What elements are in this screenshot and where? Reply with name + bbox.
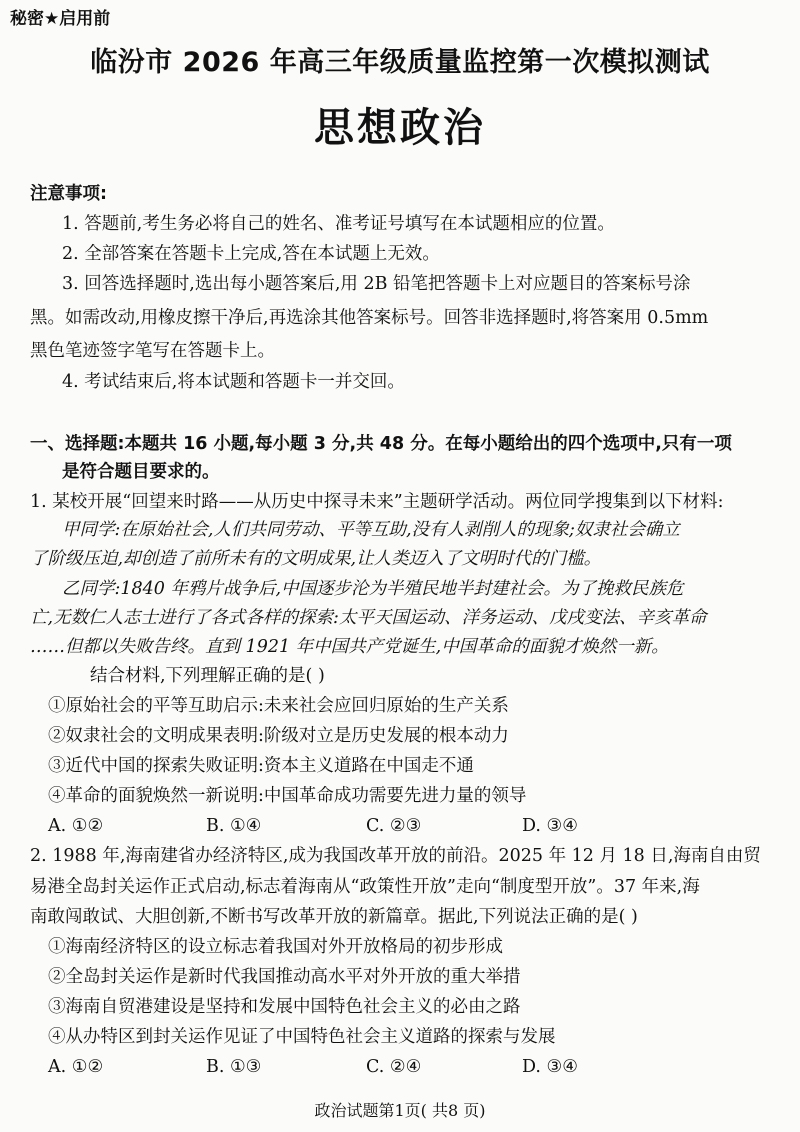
notice-item-2: 2. 全部答案在答题卡上完成,答在本试题上无效。 — [62, 244, 440, 264]
q1-ask: 结合材料,下列理解正确的是( ) — [90, 666, 325, 686]
q1-material-a-line-2: 了阶级压迫,却创造了前所未有的文明成果,让人类迈入了文明时代的门槛。 — [30, 549, 602, 569]
subject-title: 思想政治 — [314, 105, 486, 151]
q1-statement-2: ②奴隶社会的文明成果表明:阶级对立是历史发展的根本动力 — [48, 726, 509, 746]
q1-material-b-line-1: 乙同学:1840 年鸦片战争后,中国逐步沦为半殖民地半封建社会。为了挽救民族危 — [62, 579, 684, 599]
section-heading-line-1: 一、选择题:本题共 16 小题,每小题 3 分,共 48 分。在每小题给出的四个选项中,只有一项 — [30, 434, 732, 454]
q2-statement-1: ①海南经济特区的设立标志着我国对外开放格局的初步形成 — [48, 937, 503, 957]
q2-statement-2: ②全岛封关运作是新时代我国推动高水平对外开放的重大举措 — [48, 967, 521, 987]
q2-stem-line-2: 易港全岛封关运作正式启动,标志着海南从“政策性开放”走向“制度型开放”。37 年来,海 — [30, 877, 700, 897]
q2-option-a[interactable]: A. ①② — [48, 1057, 104, 1077]
q1-material-b-line-3: ……但都以失败告终。直到 1921 年中国共产党诞生,中国革命的面貌才焕然一新。 — [30, 637, 669, 657]
secret-label: 秘密★启用前 — [10, 9, 111, 29]
notice-heading: 注意事项: — [30, 184, 107, 204]
section-heading-line-2: 是符合题目要求的。 — [62, 462, 220, 482]
q1-option-a[interactable]: A. ①② — [48, 816, 104, 836]
notice-item-3-line-1: 3. 回答选择题时,选出每小题答案后,用 2B 铅笔把答题卡上对应题目的答案标号涂 — [62, 274, 691, 294]
q1-material-b-line-2: 亡,无数仁人志士进行了各式各样的探索:太平天国运动、洋务运动、戊戌变法、辛亥革命 — [30, 608, 707, 628]
q2-stem-line-3: 南敢闯敢试、大胆创新,不断书写改革开放的新篇章。据此,下列说法正确的是( ) — [30, 907, 638, 927]
q1-option-d[interactable]: D. ③④ — [522, 816, 578, 836]
notice-item-1: 1. 答题前,考生务必将自己的姓名、准考证号填写在本试题相应的位置。 — [62, 214, 615, 234]
page-footer: 政治试题第1页( 共8 页) — [314, 1101, 486, 1120]
q1-stem: 1. 某校开展“回望来时路——从历史中探寻未来”主题研学活动。两位同学搜集到以下材料: — [30, 492, 724, 512]
exam-title: 临汾市 2026 年高三年级质量监控第一次模拟测试 — [90, 47, 710, 78]
q2-option-b[interactable]: B. ①③ — [206, 1057, 262, 1077]
q2-statement-3: ③海南自贸港建设是坚持和发展中国特色社会主义的必由之路 — [48, 997, 521, 1017]
q1-option-c[interactable]: C. ②③ — [366, 816, 422, 836]
notice-item-4: 4. 考试结束后,将本试题和答题卡一并交回。 — [62, 372, 405, 392]
q1-statement-3: ③近代中国的探索失败证明:资本主义道路在中国走不通 — [48, 756, 474, 776]
q1-material-a-line-1: 甲同学:在原始社会,人们共同劳动、平等互助,没有人剥削人的现象;奴隶社会确立 — [62, 520, 680, 540]
notice-item-3-line-3: 黑色笔迹签字笔写在答题卡上。 — [30, 341, 275, 361]
q1-statement-4: ④革命的面貌焕然一新说明:中国革命成功需要先进力量的领导 — [48, 786, 527, 806]
q2-option-c[interactable]: C. ②④ — [366, 1057, 422, 1077]
q2-statement-4: ④从办特区到封关运作见证了中国特色社会主义道路的探索与发展 — [48, 1027, 556, 1047]
q1-statement-1: ①原始社会的平等互助启示:未来社会应回归原始的生产关系 — [48, 696, 509, 716]
notice-item-3-line-2: 黑。如需改动,用橡皮擦干净后,再选涂其他答案标号。回答非选择题时,将答案用 0.5mm — [30, 308, 709, 328]
q2-option-d[interactable]: D. ③④ — [522, 1057, 578, 1077]
q1-option-b[interactable]: B. ①④ — [206, 816, 262, 836]
q2-stem-line-1: 2. 1988 年,海南建省办经济特区,成为我国改革开放的前沿。2025 年 12 月 18 日,海南自由贸 — [30, 846, 761, 866]
